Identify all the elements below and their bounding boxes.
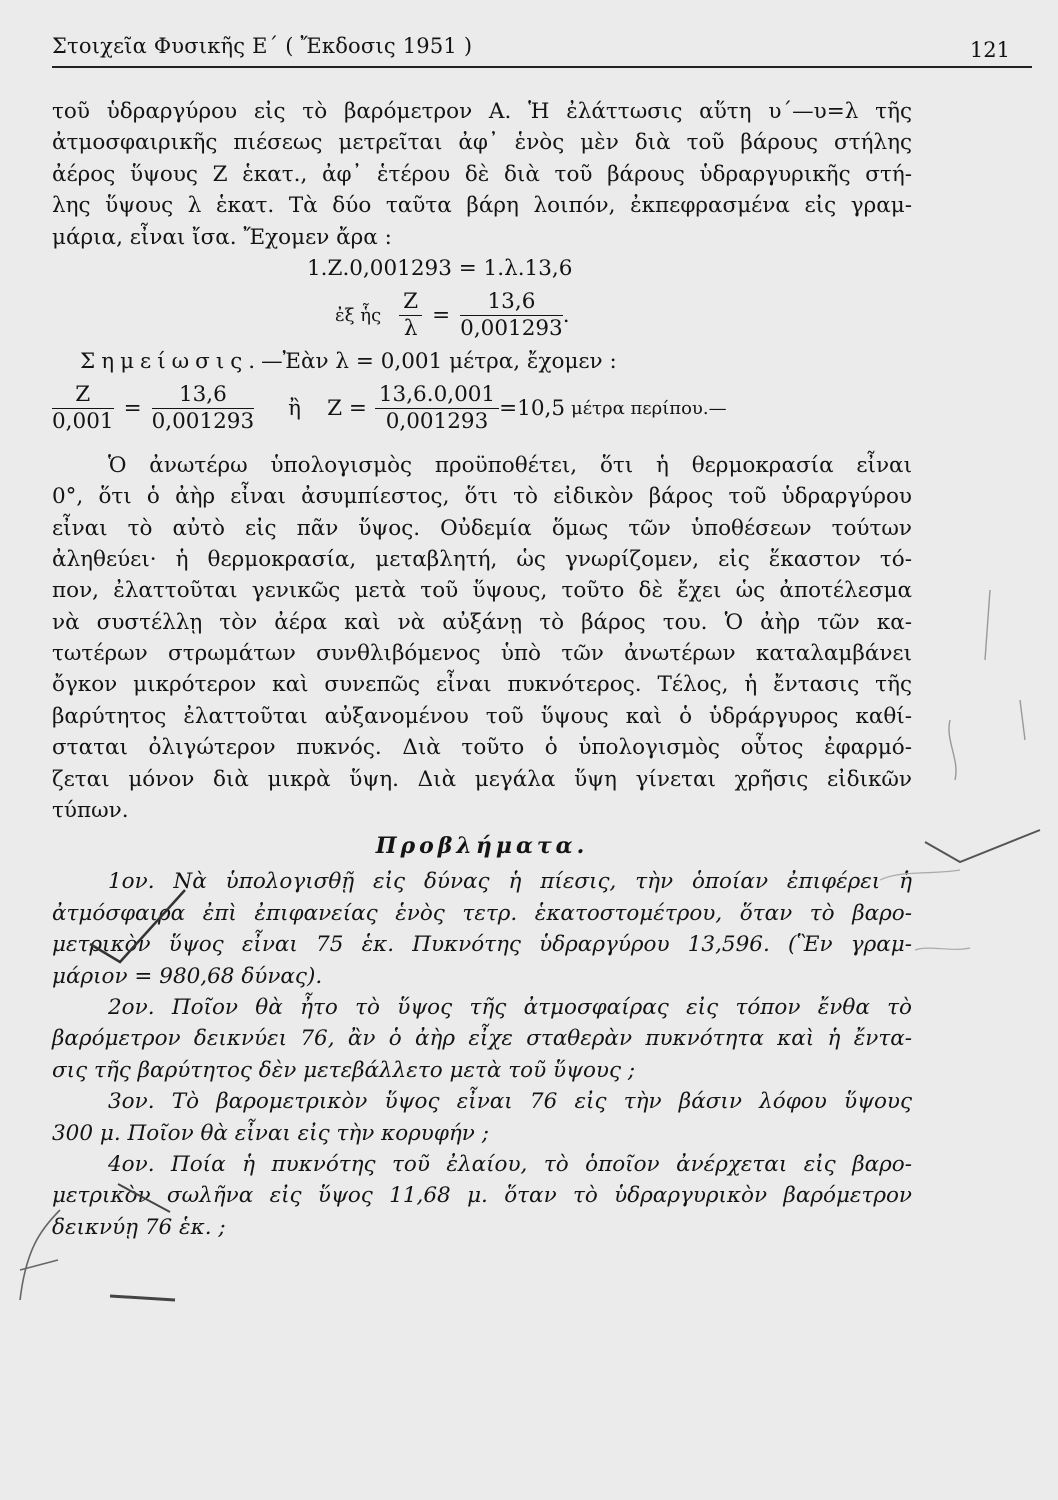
fraction-13-6-over-density — [460, 289, 563, 342]
text-line: ζεται μόνον διὰ μικρὰ ὕψη. Διὰ μεγάλα ὕψη γίνεται χρῆσις εἰδικῶν — [52, 766, 912, 792]
page-number: 121 — [969, 38, 1010, 62]
equation-2 — [52, 284, 912, 346]
z-equals: Ζ = — [327, 396, 367, 422]
numerator: Ζ — [52, 382, 114, 409]
problem-line: 4ον. Ποία ἡ πυκνότης τοῦ ἐλαίου, τὸ ὁποῖον ἀνέρχεται εἰς βαρο- — [108, 1151, 912, 1177]
running-title: Στοιχεῖα Φυσικῆς Ε΄ ( Ἔκδοσις 1951 ) — [52, 34, 473, 58]
problem-line: δεικνύῃ 76 ἑκ. ; — [52, 1214, 226, 1240]
numerator: 13,6 — [152, 382, 255, 409]
problem-line: 3ον. Τὸ βαρομετρικὸν ὕψος εἶναι 76 εἰς τὴν βάσιν λόφου ὕψους — [108, 1089, 912, 1115]
numerator: Ζ — [399, 289, 422, 316]
text-line: ὄγκον μικρότερον καὶ συνεπῶς εἶναι πυκνότερος. Τέλος, ἡ ἔντασις τῆς — [52, 672, 912, 698]
text-line: τοῦ ὑδραργύρου εἰς τὸ βαρόμετρον Α. Ἡ ἐλάττωσις αὕτη υ΄—υ=λ τῆς — [52, 99, 912, 124]
problem-line: βαρόμετρον δεικνύει 76, ἂν ὁ ἀὴρ εἶχε σταθερὰν πυκνότητα καὶ ἡ ἔντα- — [52, 1026, 912, 1052]
eq2-prefix: ἐξ ἧς — [335, 304, 382, 326]
text-line: ἀληθεύει· ἡ θερμοκρασία, μεταβλητή, ὡς γνωρίζομεν, εἰς ἕκαστον τό- — [52, 546, 912, 572]
result-unit: μέτρα περίπου.— — [571, 398, 727, 420]
text-line: ἀέρος ὕψους Ζ ἑκατ., ἀφ᾽ ἑτέρου δὲ διὰ τοῦ βάρους ὑδραργυρικῆς στή- — [52, 161, 912, 187]
problem-line: μετρικὸν σωλῆνα εἰς ὕψος 11,68 μ. ὅταν τὸ ὑδραργυρικὸν βαρόμετρον — [52, 1183, 912, 1209]
fraction-z-over-lambda — [399, 289, 422, 342]
page-body — [52, 96, 912, 1243]
equation-3 — [52, 378, 912, 440]
problem-line: μάριον = 980,68 δύνας). — [52, 963, 323, 989]
strike-mark — [110, 1296, 175, 1300]
denominator: 0,001293 — [460, 315, 563, 341]
text-line: πον, ἐλαττοῦται γενικῶς μετὰ τοῦ ὕψους, τοῦτο δὲ ἔχει ὡς ἀποτέλεσμα — [52, 578, 912, 604]
text-line: ἀτμοσφαιρικῆς πιέσεως μετρεῖται ἀφ᾽ ἑνὸς μὲν διὰ τοῦ βάρους στήλης — [52, 130, 912, 156]
problem-line: μετρικὸν ὕψος εἶναι 75 ἑκ. Πυκνότης ὑδραργύρου 13,596. (Ἓν γραμ- — [52, 932, 912, 958]
text-line: εἶναι τὸ αὐτὸ εἰς πᾶν ὕψος. Οὐδεμία ὅμως τῶν ὑποθέσεων τούτων — [52, 515, 912, 541]
fraction-z-over-0001 — [52, 382, 114, 435]
equals-sign: = — [123, 396, 142, 422]
period: . — [562, 302, 570, 328]
denominator: λ — [403, 315, 418, 341]
header-rule — [52, 66, 1032, 68]
denominator: 0,001 — [52, 409, 114, 435]
denominator: 0,001293 — [151, 409, 255, 435]
note-text: —Ἐὰν λ = 0,001 μέτρα, ἔχομεν : — [261, 349, 617, 375]
text-line: νὰ συστέλλῃ τὸν ἀέρα καὶ νὰ αὐξάνῃ τὸ βάρος του. Ὁ ἀὴρ τῶν κα- — [52, 609, 912, 635]
pencil-scribble — [925, 830, 1040, 862]
text-line: 0°, ὅτι ὁ ἀὴρ εἶναι ἀσυμπίεστος, ὅτι τὸ εἰδικὸν βάρος τοῦ ὑδραργύρου — [52, 484, 912, 510]
fraction-product-over-density — [375, 382, 499, 435]
text-line: σταται ὀλιγώτερον πυκνός. Διὰ τοῦτο ὁ ὑπολογισμὸς οὗτος ἐφαρμό- — [52, 735, 912, 761]
text-line: τύπων. — [52, 798, 129, 824]
fraction-13-6-over-density — [152, 382, 255, 435]
problems-heading: Προβλήματα. — [375, 833, 589, 860]
problem-line: 1ον. Νὰ ὑπολογισθῇ εἰς δύνας ἡ πίεσις, τὴν ὁποίαν ἐπιφέρει ἡ — [108, 869, 912, 895]
text-line: βαρύτητος ἐλαττοῦται αὐξανομένου τοῦ ὕψους καὶ ὁ ὑδράργυρος καθί- — [52, 703, 912, 729]
or-word: ἢ — [288, 396, 302, 422]
numerator: 13,6.0,001 — [375, 382, 499, 409]
text-line: λης ὕψους λ ἑκατ. Τὰ δύο ταῦτα βάρη λοιπόν, ἐκπεφρασμένα εἰς γραμ- — [52, 193, 912, 219]
pencil-scribble — [949, 590, 1025, 780]
text-line: Ὁ ἀνωτέρω ὑπολογισμὸς προϋποθέτει, ὅτι ἡ θερμοκρασία εἶναι — [108, 452, 912, 478]
problem-line: σις τῆς βαρύτητος δὲν μετεβάλλετο μετὰ τοῦ ὕψους ; — [52, 1057, 636, 1083]
result-value: =10,5 — [499, 396, 566, 422]
problem-line: 300 μ. Ποῖον θὰ εἶναι εἰς τὴν κορυφήν ; — [52, 1120, 489, 1146]
note-label: Σημείωσις. — [80, 349, 262, 375]
denominator: 0,001293 — [385, 409, 489, 435]
numerator: 13,6 — [460, 289, 563, 316]
problem-line: ἀτμόσφαιρα ἐπὶ ἐπιφανείας ἑνὸς τετρ. ἑκατοστομέτρου, ὅταν τὸ βαρο- — [52, 900, 912, 926]
text-line: μάρια, εἶναι ἴσα. Ἔχομεν ἄρα : — [52, 224, 392, 250]
text-line: τωτέρων στρωμάτων συνθλιβόμενος ὑπὸ τῶν ἀνωτέρων καταλαμβάνει — [52, 641, 912, 667]
running-header — [52, 30, 1032, 70]
equals-sign: = — [432, 302, 451, 328]
equation-1: 1.Ζ.0,001293 = 1.λ.13,6 — [307, 255, 573, 281]
note-line — [52, 346, 912, 377]
problem-line: 2ον. Ποῖον θὰ ἦτο τὸ ὕψος τῆς ἀτμοσφαίρας εἰς τόπον ἔνθα τὸ — [108, 994, 912, 1020]
